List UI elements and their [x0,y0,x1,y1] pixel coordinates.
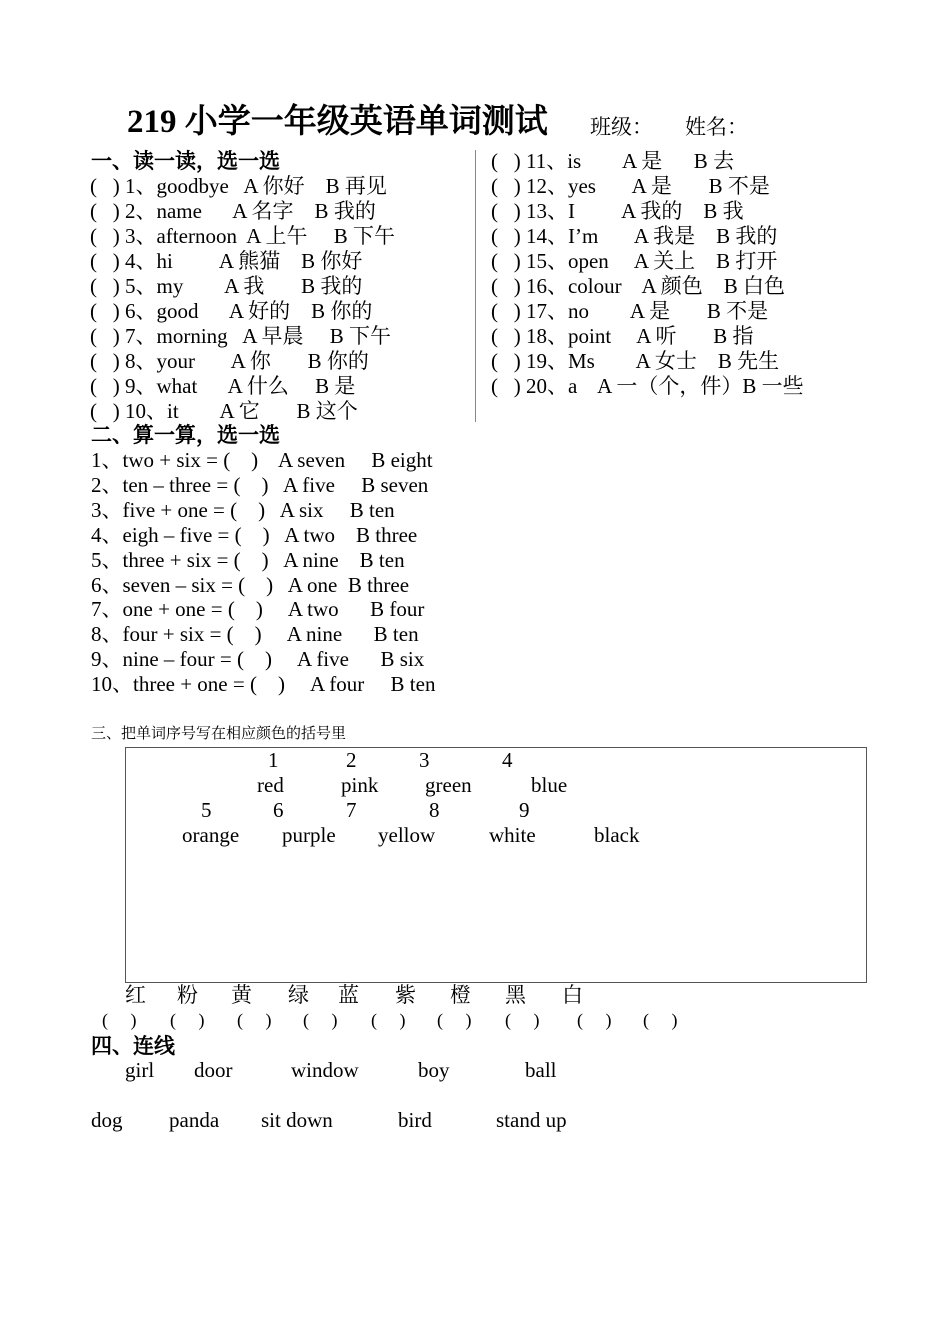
question-item: ( ) 16、colour A 颜色 B 白色 [491,274,785,298]
answer-paren[interactable]: ( ) [237,1010,272,1030]
matching-word[interactable]: girl [125,1058,155,1082]
math-question-item: 6、seven – six = ( ) A one B three [91,572,410,597]
matching-word[interactable]: door [194,1058,233,1082]
question-item: ( ) 20、a A 一（个，件）B 一些 [491,374,804,398]
math-question-item: 8、four + six = ( ) A nine B ten [91,622,419,647]
question-item: ( ) 6、good A 好的 B 你的 [90,299,373,323]
answer-paren[interactable]: ( ) [371,1010,406,1030]
color-word: blue [531,773,568,797]
answer-paren[interactable]: ( ) [437,1010,472,1030]
math-question-item: 10、three + one = ( ) A four B ten [91,672,436,697]
math-question-item: 2、ten – three = ( ) A five B seven [91,472,429,497]
section1-heading: 一、读一读，选一选 [91,149,280,173]
question-item: ( ) 12、yes A 是 B 不是 [491,174,770,198]
section2-heading: 二、算一算，选一选 [91,423,280,447]
question-item: ( ) 13、I A 我的 B 我 [491,199,744,223]
color-word: purple [282,823,336,847]
chinese-color-label: 黑 [505,983,526,1007]
question-item: ( ) 8、your A 你 B 你的 [90,349,369,373]
chinese-color-label: 红 [125,983,146,1007]
color-word-box [125,747,867,983]
matching-word[interactable]: bird [398,1108,432,1132]
word-number: 5 [201,798,212,822]
math-question-item: 9、nine – four = ( ) A five B six [91,647,425,672]
question-item: ( ) 19、Ms A 女士 B 先生 [491,349,780,373]
chinese-color-label: 绿 [288,983,309,1007]
chinese-color-label: 黄 [231,983,252,1007]
question-item: ( ) 3、afternoon A 上午 B 下午 [90,224,396,248]
question-item: ( ) 11、is A 是 B 去 [491,149,735,173]
matching-word[interactable]: boy [418,1058,450,1082]
question-item: ( ) 15、open A 关上 B 打开 [491,249,778,273]
word-number: 4 [502,748,513,772]
class-label: 班级： [590,115,653,139]
question-item: ( ) 7、morning A 早晨 B 下午 [90,324,392,348]
chinese-color-label: 蓝 [338,983,359,1007]
section4-heading: 四、连线 [91,1034,175,1058]
question-item: ( ) 1、goodbye A 你好 B 再见 [90,174,387,198]
answer-paren[interactable]: ( ) [303,1010,338,1030]
color-word: red [257,773,284,797]
color-word: yellow [378,823,436,847]
answer-paren[interactable]: ( ) [505,1010,540,1030]
color-word: pink [341,773,379,797]
question-item: ( ) 18、point A 听 B 指 [491,324,754,348]
question-item: ( ) 10、it A 它 B 这个 [90,399,358,423]
color-word: orange [182,823,240,847]
answer-paren[interactable]: ( ) [102,1010,137,1030]
answer-paren[interactable]: ( ) [643,1010,678,1030]
answer-paren[interactable]: ( ) [170,1010,205,1030]
word-number: 9 [519,798,530,822]
math-question-item: 7、one + one = ( ) A two B four [91,597,425,622]
question-item: ( ) 14、I’m A 我是 B 我的 [491,224,778,248]
word-number: 2 [346,748,357,772]
page-title: 219 小学一年级英语单词测试 [127,104,548,140]
question-item: ( ) 2、name A 名字 B 我的 [90,199,376,223]
color-word: white [489,823,536,847]
color-word: green [425,773,472,797]
chinese-color-label: 橙 [450,983,471,1007]
column-divider [475,150,476,422]
math-question-item: 3、five + one = ( ) A six B ten [91,497,395,522]
matching-word[interactable]: ball [525,1058,557,1082]
matching-word[interactable]: panda [169,1108,220,1132]
question-item: ( ) 9、what A 什么 B 是 [90,374,356,398]
math-question-item: 4、eigh – five = ( ) A two B three [91,522,418,547]
word-number: 8 [429,798,440,822]
chinese-color-label: 粉 [177,983,198,1007]
chinese-color-label: 紫 [395,983,416,1007]
name-label: 姓名： [685,115,748,139]
chinese-color-label: 白 [562,983,583,1007]
matching-word[interactable]: dog [91,1108,123,1132]
question-item: ( ) 4、hi A 熊猫 B 你好 [90,249,363,273]
color-word: black [594,823,640,847]
matching-word[interactable]: sit down [261,1108,333,1132]
question-item: ( ) 17、no A 是 B 不是 [491,299,769,323]
question-item: ( ) 5、my A 我 B 我的 [90,274,363,298]
word-number: 3 [419,748,430,772]
math-question-item: 5、three + six = ( ) A nine B ten [91,547,405,572]
word-number: 7 [346,798,357,822]
math-question-item: 1、two + six = ( ) A seven B eight [91,448,433,472]
word-number: 1 [268,748,279,772]
word-number: 6 [273,798,284,822]
answer-paren[interactable]: ( ) [577,1010,612,1030]
matching-word[interactable]: stand up [496,1108,567,1132]
section3-heading: 三、把单词序号写在相应颜色的括号里 [91,726,347,742]
matching-word[interactable]: window [291,1058,359,1082]
